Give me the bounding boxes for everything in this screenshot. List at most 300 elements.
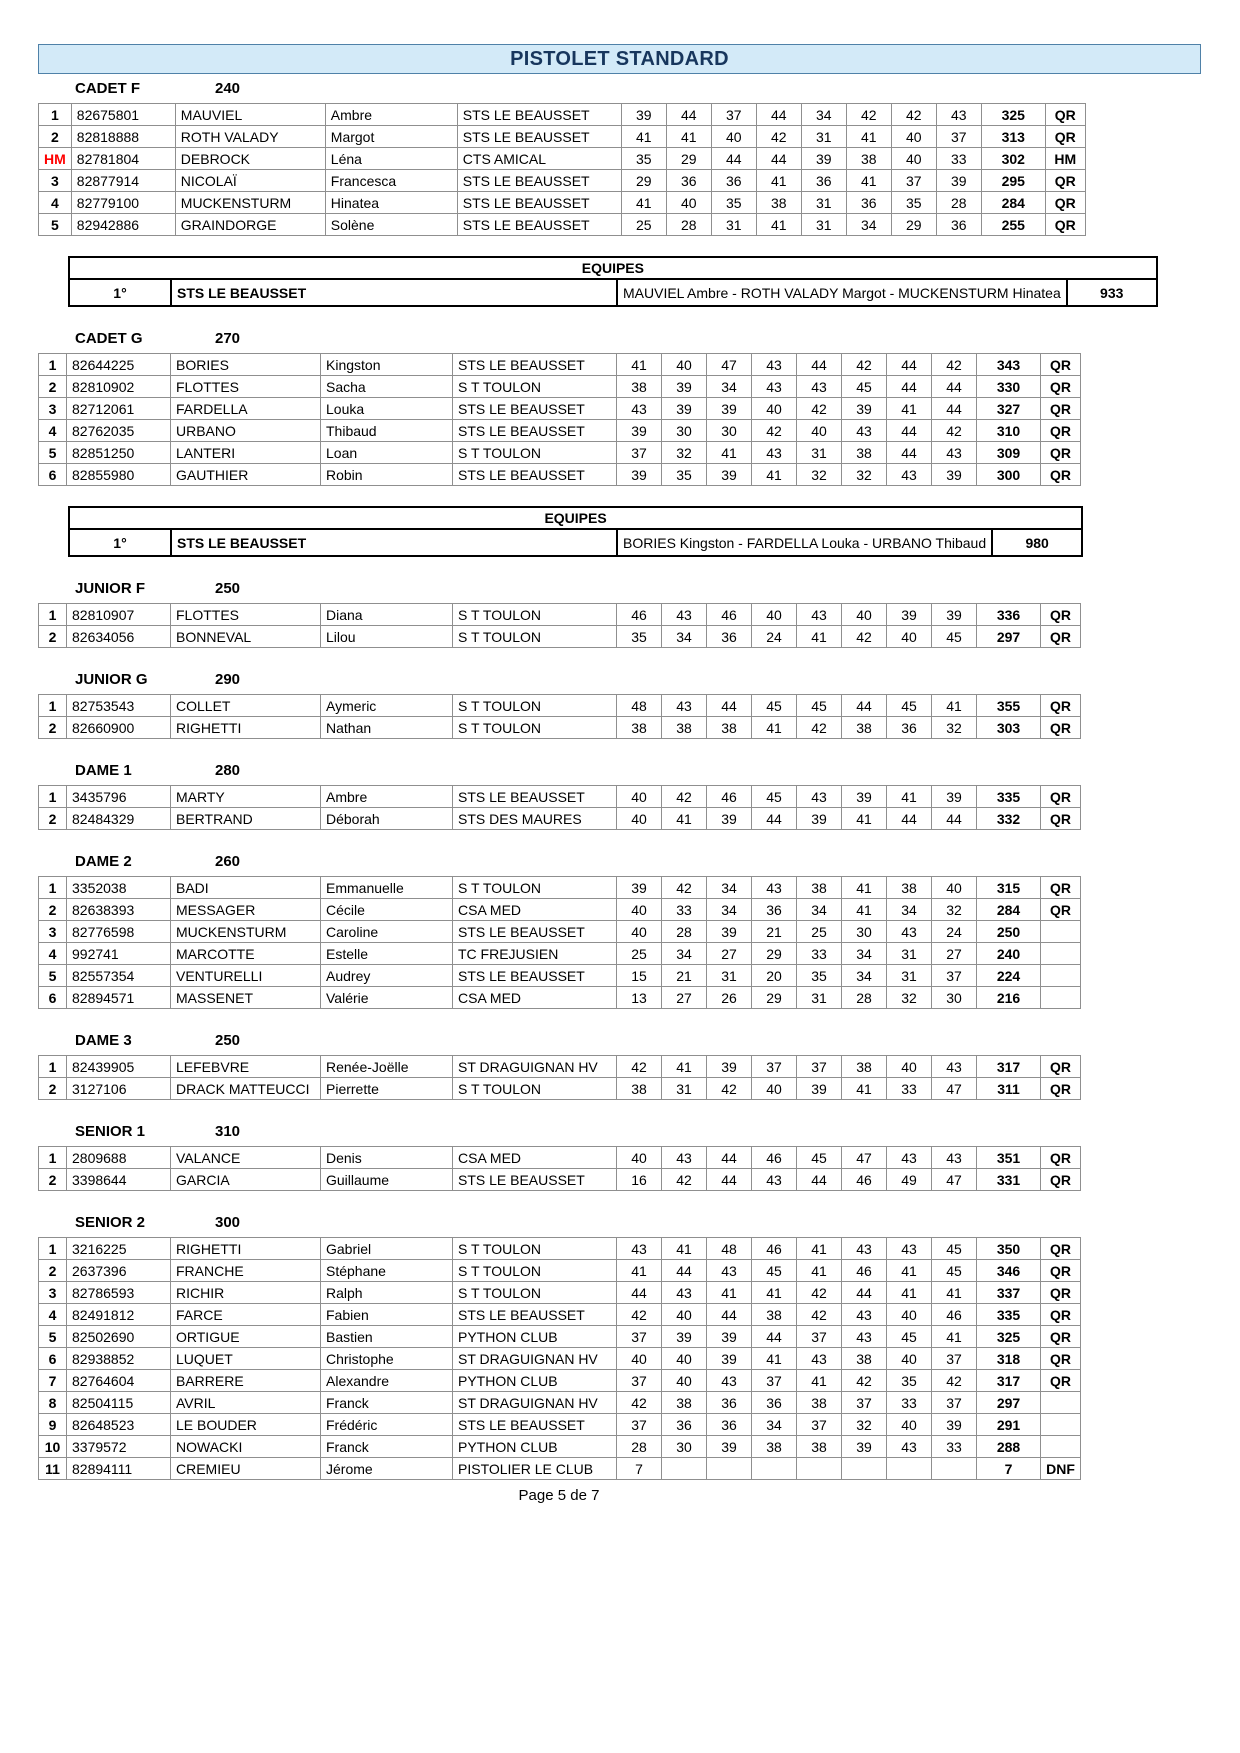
series-score-cell: 43 (752, 1169, 797, 1191)
series-score-cell: 32 (932, 717, 977, 739)
section-points-threshold: 300 (215, 1214, 241, 1231)
series-score-cell: 44 (617, 1282, 662, 1304)
section-category-label: CADET F (75, 80, 140, 97)
lastname-cell: FARDELLA (171, 398, 321, 420)
table-row (39, 1169, 1081, 1191)
series-score-cell: 36 (887, 717, 932, 739)
series-score-cell: 34 (662, 626, 707, 648)
series-score-cell: 42 (842, 1370, 887, 1392)
series-score-cell: 24 (932, 921, 977, 943)
series-score-cell: 31 (797, 987, 842, 1009)
section-category-label: JUNIOR G (75, 671, 148, 688)
license-cell: 82439905 (67, 1056, 171, 1078)
series-score-cell: 37 (936, 126, 981, 148)
series-score-cell: 41 (842, 899, 887, 921)
series-score-cell: 41 (932, 1326, 977, 1348)
series-score-cell: 38 (846, 148, 891, 170)
table-row (39, 1282, 1081, 1304)
results-table (38, 876, 1081, 1009)
lastname-cell: VENTURELLI (171, 965, 321, 987)
team-header-label: EQUIPES (69, 257, 1157, 279)
series-score-cell: 42 (617, 1304, 662, 1326)
total-score-cell: 343 (977, 354, 1041, 376)
series-score-cell: 48 (707, 1238, 752, 1260)
series-score-cell: 40 (617, 899, 662, 921)
series-score-cell: 45 (752, 695, 797, 717)
club-cell: CTS AMICAL (457, 148, 621, 170)
club-cell: PISTOLIER LE CLUB (453, 1458, 617, 1480)
table-row (39, 604, 1081, 626)
series-score-cell: 41 (756, 170, 801, 192)
series-score-cell: 31 (662, 1078, 707, 1100)
club-cell: S T TOULON (453, 626, 617, 648)
series-score-cell: 41 (756, 214, 801, 236)
series-score-cell: 41 (752, 1282, 797, 1304)
team-place-cell: 1° (69, 529, 171, 556)
series-score-cell: 33 (936, 148, 981, 170)
series-score-cell (707, 1458, 752, 1480)
firstname-cell: Ambre (325, 104, 457, 126)
series-score-cell: 48 (617, 695, 662, 717)
series-score-cell: 36 (752, 1392, 797, 1414)
qualification-status-cell (1041, 987, 1081, 1009)
qualification-status-cell: QR (1041, 1238, 1081, 1260)
series-score-cell: 39 (662, 398, 707, 420)
series-score-cell: 41 (752, 717, 797, 739)
rank-cell: 3 (39, 170, 72, 192)
section-senior-1 (38, 1123, 1202, 1191)
qualification-status-cell: QR (1041, 1147, 1081, 1169)
series-score-cell: 39 (797, 808, 842, 830)
rank-cell: 5 (39, 965, 67, 987)
license-cell: 82660900 (67, 717, 171, 739)
series-score-cell: 29 (621, 170, 666, 192)
firstname-cell: Denis (321, 1147, 453, 1169)
series-score-cell: 31 (711, 214, 756, 236)
series-score-cell: 30 (707, 420, 752, 442)
series-score-cell: 34 (662, 943, 707, 965)
total-score-cell: 302 (981, 148, 1045, 170)
series-score-cell: 43 (797, 1348, 842, 1370)
series-score-cell: 35 (621, 148, 666, 170)
table-row (39, 1348, 1081, 1370)
series-score-cell: 44 (887, 376, 932, 398)
series-score-cell: 34 (846, 214, 891, 236)
section-dame-2 (38, 853, 1202, 1009)
club-cell: STS LE BEAUSSET (453, 1414, 617, 1436)
series-score-cell: 39 (797, 1078, 842, 1100)
club-cell: STS LE BEAUSSET (457, 170, 621, 192)
series-score-cell: 41 (797, 1260, 842, 1282)
lastname-cell: BERTRAND (171, 808, 321, 830)
series-score-cell: 38 (842, 717, 887, 739)
series-score-cell: 44 (887, 442, 932, 464)
series-score-cell: 38 (662, 1392, 707, 1414)
lastname-cell: MAUVIEL (175, 104, 325, 126)
series-score-cell (932, 1458, 977, 1480)
table-row (39, 877, 1081, 899)
series-score-cell: 49 (887, 1169, 932, 1191)
series-score-cell: 39 (932, 786, 977, 808)
total-score-cell: 240 (977, 943, 1041, 965)
qualification-status-cell: QR (1041, 1260, 1081, 1282)
total-score-cell: 255 (981, 214, 1045, 236)
series-score-cell: 45 (752, 786, 797, 808)
series-score-cell: 43 (752, 877, 797, 899)
license-cell: 3398644 (67, 1169, 171, 1191)
total-score-cell: 315 (977, 877, 1041, 899)
lastname-cell: BONNEVAL (171, 626, 321, 648)
section-header (75, 762, 1202, 780)
club-cell: CSA MED (453, 899, 617, 921)
series-score-cell: 39 (662, 376, 707, 398)
series-score-cell: 42 (932, 1370, 977, 1392)
lastname-cell: DEBROCK (175, 148, 325, 170)
total-score-cell: 309 (977, 442, 1041, 464)
lastname-cell: MASSENET (171, 987, 321, 1009)
series-score-cell: 37 (797, 1414, 842, 1436)
total-score-cell: 336 (977, 604, 1041, 626)
qualification-status-cell: QR (1041, 398, 1081, 420)
table-row (39, 1056, 1081, 1078)
firstname-cell: Hinatea (325, 192, 457, 214)
series-score-cell: 40 (662, 354, 707, 376)
table-row (39, 626, 1081, 648)
series-score-cell: 33 (932, 1436, 977, 1458)
rank-cell: 3 (39, 1282, 67, 1304)
club-cell: S T TOULON (453, 376, 617, 398)
qualification-status-cell: QR (1041, 808, 1081, 830)
club-cell: PYTHON CLUB (453, 1370, 617, 1392)
series-score-cell: 35 (891, 192, 936, 214)
series-score-cell: 42 (932, 354, 977, 376)
series-score-cell: 25 (617, 943, 662, 965)
series-score-cell: 44 (932, 808, 977, 830)
series-score-cell: 41 (707, 442, 752, 464)
series-score-cell: 38 (797, 1392, 842, 1414)
series-score-cell: 44 (797, 354, 842, 376)
lastname-cell: NICOLAÏ (175, 170, 325, 192)
series-score-cell: 40 (617, 786, 662, 808)
section-points-threshold: 260 (215, 853, 241, 870)
club-cell: ST DRAGUIGNAN HV (453, 1348, 617, 1370)
lastname-cell: NOWACKI (171, 1436, 321, 1458)
series-score-cell: 42 (842, 354, 887, 376)
series-score-cell: 40 (617, 808, 662, 830)
series-score-cell: 38 (662, 717, 707, 739)
rank-cell: 1 (39, 1238, 67, 1260)
lastname-cell: MARCOTTE (171, 943, 321, 965)
results-table (38, 1146, 1081, 1191)
series-score-cell: 41 (797, 626, 842, 648)
qualification-status-cell (1041, 1392, 1081, 1414)
firstname-cell: Renée-Joëlle (321, 1056, 453, 1078)
series-score-cell: 41 (842, 808, 887, 830)
series-score-cell: 41 (621, 192, 666, 214)
series-score-cell: 40 (842, 604, 887, 626)
rank-cell: 5 (39, 1326, 67, 1348)
series-score-cell: 37 (752, 1370, 797, 1392)
series-score-cell: 44 (707, 695, 752, 717)
firstname-cell: Solène (325, 214, 457, 236)
series-score-cell: 42 (797, 1282, 842, 1304)
table-row (39, 1414, 1081, 1436)
series-score-cell: 44 (752, 808, 797, 830)
series-score-cell: 33 (662, 899, 707, 921)
series-score-cell: 41 (887, 1282, 932, 1304)
firstname-cell: Ralph (321, 1282, 453, 1304)
lastname-cell: ORTIGUE (171, 1326, 321, 1348)
series-score-cell: 44 (707, 1304, 752, 1326)
series-score-cell: 32 (842, 1414, 887, 1436)
section-category-label: CADET G (75, 330, 143, 347)
rank-cell: 5 (39, 442, 67, 464)
series-score-cell: 39 (707, 1326, 752, 1348)
total-score-cell: 300 (977, 464, 1041, 486)
firstname-cell: Francesca (325, 170, 457, 192)
license-cell: 82762035 (67, 420, 171, 442)
license-cell: 82644225 (67, 354, 171, 376)
team-members-cell: BORIES Kingston - FARDELLA Louka - URBANO Thibaud (617, 529, 992, 556)
series-score-cell: 40 (662, 1348, 707, 1370)
series-score-cell: 42 (756, 126, 801, 148)
qualification-status-cell: QR (1041, 877, 1081, 899)
lastname-cell: LEFEBVRE (171, 1056, 321, 1078)
series-score-cell: 41 (887, 1260, 932, 1282)
section-points-threshold: 290 (215, 671, 241, 688)
club-cell: PYTHON CLUB (453, 1326, 617, 1348)
series-score-cell: 41 (797, 1370, 842, 1392)
series-score-cell: 43 (617, 1238, 662, 1260)
series-score-cell: 43 (752, 442, 797, 464)
firstname-cell: Gabriel (321, 1238, 453, 1260)
series-score-cell: 38 (752, 1304, 797, 1326)
series-score-cell: 29 (891, 214, 936, 236)
series-score-cell: 43 (797, 786, 842, 808)
table-row (39, 1304, 1081, 1326)
series-score-cell: 43 (752, 354, 797, 376)
total-score-cell: 250 (977, 921, 1041, 943)
series-score-cell: 30 (662, 420, 707, 442)
table-row (39, 1326, 1081, 1348)
rank-cell: 3 (39, 398, 67, 420)
firstname-cell: Nathan (321, 717, 453, 739)
section-dame-1 (38, 762, 1202, 830)
series-score-cell: 39 (842, 398, 887, 420)
license-cell: 3127106 (67, 1078, 171, 1100)
series-score-cell: 15 (617, 965, 662, 987)
license-cell: 82779100 (71, 192, 175, 214)
rank-cell: 1 (39, 695, 67, 717)
table-row (39, 1458, 1081, 1480)
section-points-threshold: 310 (215, 1123, 241, 1140)
table-row (39, 1392, 1081, 1414)
series-score-cell: 44 (932, 398, 977, 420)
series-score-cell: 46 (707, 604, 752, 626)
qualification-status-cell: QR (1041, 354, 1081, 376)
series-score-cell: 34 (707, 899, 752, 921)
qualification-status-cell: QR (1041, 1304, 1081, 1326)
qualification-status-cell (1041, 1436, 1081, 1458)
firstname-cell: Alexandre (321, 1370, 453, 1392)
qualification-status-cell: QR (1041, 717, 1081, 739)
club-cell: S T TOULON (453, 1238, 617, 1260)
license-cell: 82877914 (71, 170, 175, 192)
rank-cell: 1 (39, 604, 67, 626)
club-cell: STS LE BEAUSSET (453, 786, 617, 808)
rank-cell: 5 (39, 214, 72, 236)
series-score-cell: 28 (936, 192, 981, 214)
series-score-cell: 41 (887, 786, 932, 808)
series-score-cell: 41 (797, 1238, 842, 1260)
series-score-cell: 46 (617, 604, 662, 626)
series-score-cell: 37 (617, 1370, 662, 1392)
rank-cell: 2 (39, 1260, 67, 1282)
total-score-cell: 288 (977, 1436, 1041, 1458)
series-score-cell: 36 (707, 1414, 752, 1436)
series-score-cell: 42 (707, 1078, 752, 1100)
section-category-label: DAME 3 (75, 1032, 132, 1049)
qualification-status-cell: HM (1045, 148, 1085, 170)
section-header (75, 330, 1202, 348)
table-row (39, 899, 1081, 921)
firstname-cell: Caroline (321, 921, 453, 943)
series-score-cell (887, 1458, 932, 1480)
rank-cell: 4 (39, 192, 72, 214)
series-score-cell: 43 (842, 1326, 887, 1348)
series-score-cell: 41 (752, 464, 797, 486)
series-score-cell: 40 (752, 604, 797, 626)
title-banner (38, 44, 1201, 74)
series-score-cell: 44 (887, 354, 932, 376)
series-score-cell: 31 (801, 214, 846, 236)
section-category-label: DAME 2 (75, 853, 132, 870)
license-cell: 82855980 (67, 464, 171, 486)
series-score-cell: 31 (797, 442, 842, 464)
club-cell: STS LE BEAUSSET (453, 921, 617, 943)
series-score-cell (752, 1458, 797, 1480)
club-cell: STS LE BEAUSSET (453, 1169, 617, 1191)
series-score-cell: 29 (752, 987, 797, 1009)
club-cell: STS LE BEAUSSET (457, 192, 621, 214)
series-score-cell: 41 (662, 1056, 707, 1078)
series-score-cell: 41 (846, 170, 891, 192)
firstname-cell: Audrey (321, 965, 453, 987)
total-score-cell: 224 (977, 965, 1041, 987)
series-score-cell: 39 (707, 1436, 752, 1458)
license-cell: 82894571 (67, 987, 171, 1009)
series-score-cell: 34 (707, 877, 752, 899)
rank-cell: 4 (39, 1304, 67, 1326)
series-score-cell: 43 (932, 442, 977, 464)
total-score-cell: 7 (977, 1458, 1041, 1480)
section-category-label: DAME 1 (75, 762, 132, 779)
series-score-cell: 46 (752, 1238, 797, 1260)
series-score-cell: 46 (842, 1260, 887, 1282)
club-cell: STS LE BEAUSSET (457, 126, 621, 148)
qualification-status-cell: QR (1041, 1056, 1081, 1078)
license-cell: 82712061 (67, 398, 171, 420)
firstname-cell: Loan (321, 442, 453, 464)
series-score-cell: 38 (617, 1078, 662, 1100)
series-score-cell: 37 (797, 1056, 842, 1078)
series-score-cell: 42 (752, 420, 797, 442)
series-score-cell: 34 (752, 1414, 797, 1436)
series-score-cell: 31 (707, 965, 752, 987)
series-score-cell: 43 (887, 1147, 932, 1169)
license-cell: 82675801 (71, 104, 175, 126)
table-row (39, 192, 1086, 214)
rank-cell: 6 (39, 464, 67, 486)
team-total-cell: 933 (1067, 279, 1157, 306)
rank-cell: 1 (39, 1147, 67, 1169)
series-score-cell: 34 (797, 899, 842, 921)
team-result-row (69, 529, 1082, 556)
lastname-cell: AVRIL (171, 1392, 321, 1414)
qualification-status-cell (1041, 965, 1081, 987)
section-header (75, 853, 1202, 871)
firstname-cell: Jérome (321, 1458, 453, 1480)
firstname-cell: Franck (321, 1392, 453, 1414)
series-score-cell: 38 (887, 877, 932, 899)
lastname-cell: COLLET (171, 695, 321, 717)
lastname-cell: MUCKENSTURM (171, 921, 321, 943)
series-score-cell: 37 (617, 1414, 662, 1436)
series-score-cell: 47 (932, 1078, 977, 1100)
series-score-cell: 41 (887, 398, 932, 420)
lastname-cell: MARTY (171, 786, 321, 808)
series-score-cell: 44 (842, 1282, 887, 1304)
series-score-cell: 40 (617, 1147, 662, 1169)
license-cell: 3216225 (67, 1238, 171, 1260)
table-row (39, 104, 1086, 126)
team-total-cell: 980 (992, 529, 1082, 556)
series-score-cell: 43 (707, 1260, 752, 1282)
series-score-cell: 36 (707, 626, 752, 648)
team-header-label: EQUIPES (69, 507, 1082, 529)
license-cell: 82781804 (71, 148, 175, 170)
series-score-cell: 38 (617, 376, 662, 398)
lastname-cell: FRANCHE (171, 1260, 321, 1282)
team-place-cell: 1° (69, 279, 171, 306)
table-row (39, 987, 1081, 1009)
rank-cell: 4 (39, 943, 67, 965)
series-score-cell: 42 (846, 104, 891, 126)
series-score-cell: 44 (666, 104, 711, 126)
results-table (38, 1237, 1081, 1480)
series-score-cell: 31 (801, 192, 846, 214)
section-category-label: SENIOR 2 (75, 1214, 146, 1231)
series-score-cell: 40 (797, 420, 842, 442)
table-row (39, 354, 1081, 376)
total-score-cell: 332 (977, 808, 1041, 830)
license-cell: 82634056 (67, 626, 171, 648)
series-score-cell: 30 (662, 1436, 707, 1458)
series-score-cell: 39 (617, 420, 662, 442)
series-score-cell: 41 (621, 126, 666, 148)
rank-cell: 2 (39, 126, 72, 148)
series-score-cell: 28 (662, 921, 707, 943)
club-cell: CSA MED (453, 987, 617, 1009)
series-score-cell: 40 (887, 1348, 932, 1370)
series-score-cell: 38 (756, 192, 801, 214)
series-score-cell: 40 (752, 398, 797, 420)
series-score-cell: 7 (617, 1458, 662, 1480)
series-score-cell: 40 (891, 148, 936, 170)
firstname-cell: Bastien (321, 1326, 453, 1348)
qualification-status-cell: QR (1045, 192, 1085, 214)
section-header (75, 1214, 1202, 1232)
